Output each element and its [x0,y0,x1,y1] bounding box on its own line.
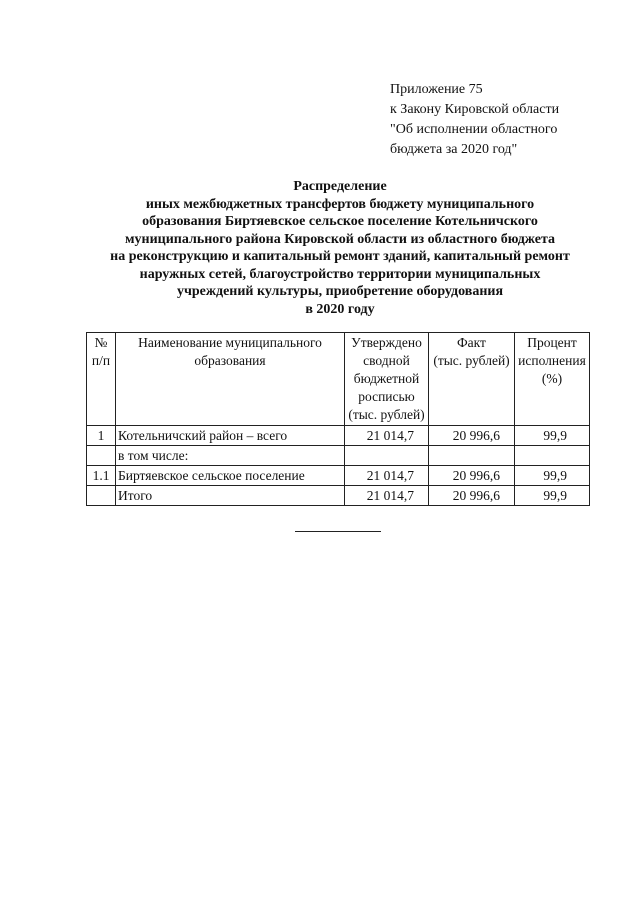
header-text: (%) [541,371,563,386]
table-header-row [87,333,590,426]
title-line: в 2020 году [305,301,375,317]
appendix-line: Приложение 75 [390,82,483,97]
title-line: образования Биртяевское сельское поселение Котельничского [142,214,538,229]
table-row [87,486,590,506]
header-text: № [94,335,108,350]
cell-fact [429,446,515,466]
header-text: Факт [457,335,486,350]
title-line: наружных сетей, благоустройство территории муниципальных [139,266,541,282]
cell-fact: 20 996,6 [429,486,515,506]
header-approved [345,333,429,426]
header-name [116,333,345,426]
cell-approved: 21 014,7 [345,466,429,486]
cell-approved [345,446,429,466]
cell-number: 1 [87,426,116,446]
header-text: Наименование муниципального [138,335,322,350]
closing-divider [295,531,381,532]
cell-fact: 20 996,6 [429,426,515,446]
appendix-line: "Об исполнении областного [390,122,558,137]
cell-name: Итого [116,486,345,506]
cell-name: Биртяевское сельское поселение [116,466,345,486]
title-line: муниципального района Кировской области из областного бюджета [124,231,556,247]
cell-percent [515,446,590,466]
cell-name: Котельничский район – всего [116,426,345,446]
header-text: образования [194,353,266,368]
header-text: Процент [527,335,577,350]
header-text: бюджетной [353,371,420,386]
table-row [87,426,590,446]
cell-number [87,446,116,466]
appendix-line: бюджета за 2020 год" [390,142,518,157]
cell-approved: 21 014,7 [345,426,429,446]
distribution-table [86,332,590,506]
header-number [87,333,116,426]
document-title [60,178,620,318]
title-line: на реконструкцию и капитальный ремонт зданий, капитальный ремонт [110,249,570,264]
cell-number: 1.1 [87,466,116,486]
table-row [87,446,590,466]
header-text: (тыс. рублей) [348,407,425,422]
cell-percent: 99,9 [515,426,590,446]
table-row [87,466,590,486]
header-text: (тыс. рублей) [433,353,510,368]
header-fact [429,333,515,426]
title-line: учреждений культуры, приобретение оборудования [176,284,504,299]
cell-name: в том числе: [116,446,345,466]
header-text: Утверждено [351,335,422,350]
header-text: сводной [363,353,410,368]
cell-percent: 99,9 [515,486,590,506]
cell-percent: 99,9 [515,466,590,486]
header-text: п/п [91,353,111,368]
appendix-block [390,80,559,160]
title-line: Распределение [293,179,387,194]
cell-number [87,486,116,506]
header-text: исполнения [518,353,586,368]
header-text: росписью [358,389,415,404]
title-line: иных межбюджетных трансфертов бюджету муниципального [145,196,535,212]
cell-approved: 21 014,7 [345,486,429,506]
header-percent [515,333,590,426]
cell-fact: 20 996,6 [429,466,515,486]
appendix-line: к Закону Кировской области [390,102,560,117]
